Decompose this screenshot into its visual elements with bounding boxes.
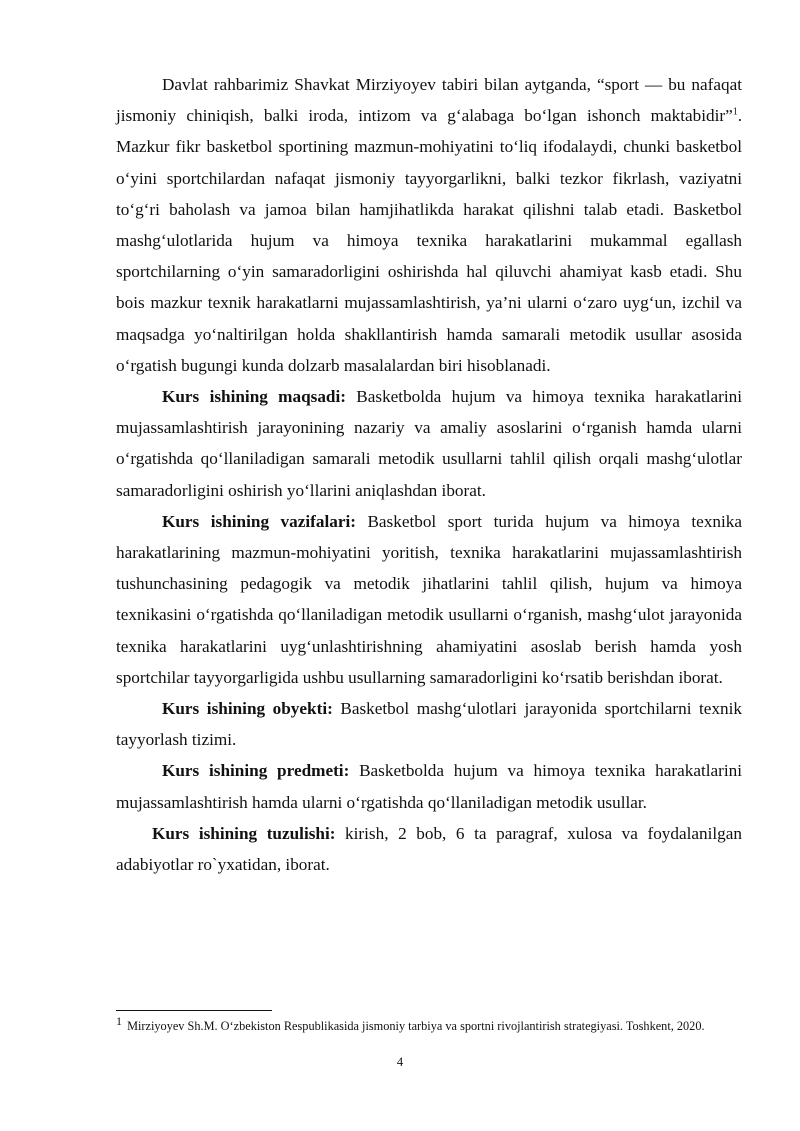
footnote-reference[interactable]: 1 (732, 106, 738, 118)
intro-text-after: . Mazkur fikr basketbol sportining mazmun-mohiyatini to‘liq ifodalaydi, chunki basketbol o‘yini sportchilardan nafaqat jismoniy tayyorgarlikni, balki tezkor fikrlash, vaziyatni to‘g‘ri baholash va jamoa bilan hamjihatlikda harakat qilishni talab etadi. Basketbol mashg‘ulotlarida hujum va himoya texnika harakatlarini mukammal egallash sportchilarning o‘yin samaradorligini oshirishda hal qiluvchi ahamiyat kasb etadi. Shu bois mazkur texnik harakatlarni mujassamlashtirish, ya’ni ularni o‘zaro uyg‘un, izchil va maqsadga yo‘naltirilgan holda shakllantirish hamda samarali metodik usullar asosida o‘rgatish bugungi kunda dolzarb masalalardan biri hisoblanadi. (116, 106, 742, 375)
object-label: Kurs ishining obyekti: (162, 699, 333, 719)
aim-label: Kurs ishining maqsadi: (162, 387, 346, 407)
aim-paragraph (116, 381, 742, 506)
tasks-paragraph (116, 506, 742, 693)
subject-text: Basketbolda hujum va himoya texnika harakatlarini mujassamlashtirish hamda ularni o‘rgatishda qo‘llaniladigan metodik usullar. (116, 761, 742, 812)
footnote-text: Mirziyoyev Sh.M. O‘zbekiston Respublikasida jismoniy tarbiya va sportni rivojlantirish strategiyasi. Toshkent, 2020. (127, 1019, 705, 1033)
object-text: Basketbol mashg‘ulotlari jarayonida sportchilarni texnik tayyorlash tizimi. (116, 699, 742, 750)
intro-text-before: Davlat rahbarimiz Shavkat Mirziyoyev tabiri bilan aytganda, “sport — bu nafaqat jismoniy chiniqish, balki iroda, intizom va g‘alabaga bo‘lgan ishonch maktabidir” (116, 75, 742, 126)
structure-paragraph (116, 818, 742, 880)
page-number: 4 (396, 1055, 404, 1069)
tasks-text: Basketbol sport turida hujum va himoya texnika harakatlarining mazmun-mohiyatini yoritish, texnika harakatlarini mujassamlashtirish tushunchasining pedagogik va metodik jihatlarini tahlil qilish, hujum va himoya texnikasini o‘rgatishda qo‘llaniladigan metodik usullarni o‘rganish, mashg‘ulot jarayonida texnika harakatlarini uyg‘unlashtirishning ahamiyatini asoslab berish hamda yosh sportchilar tayyorgarligida ushbu usullarning samaradorligini ko‘rsatib berishdan iborat. (116, 511, 742, 687)
structure-text: kirish, 2 bob, 6 ta paragraf, xulosa va foydalanilgan adabiyotlar ro`yxatidan, iborat. (116, 823, 742, 875)
structure-label: Kurs ishining tuzulishi: (152, 823, 336, 843)
subject-label: Kurs ishining predmeti: (162, 761, 350, 781)
intro-paragraph (116, 69, 742, 381)
aim-text: Basketbolda hujum va himoya texnika harakatlarini mujassamlashtirish jarayonining nazariy va amaliy asoslarini o‘rganish hamda ularni o‘rgatishda qo‘llaniladigan samarali metodik usullarni tahlil qilish orqali mashg‘ulotlar samaradorligini oshirish yo‘llarini aniqlashdan iborat. (116, 387, 742, 500)
footnote (116, 1013, 742, 1035)
object-paragraph (116, 693, 742, 755)
footnote-number: 1 (116, 1013, 122, 1028)
body-text (116, 69, 742, 880)
tasks-label: Kurs ishining vazifalari: (162, 511, 356, 531)
subject-paragraph (116, 755, 742, 817)
footnote-divider (116, 1010, 272, 1011)
